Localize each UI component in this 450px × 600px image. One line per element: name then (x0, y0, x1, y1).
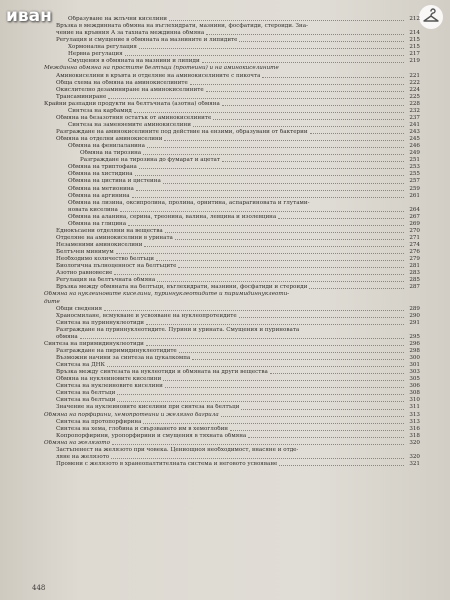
dot-leader (270, 373, 404, 374)
toc-entry (44, 51, 420, 58)
toc-entry-page: 225 (409, 93, 420, 100)
toc-entry (44, 171, 420, 178)
toc-entry-page: 320 (409, 439, 420, 446)
toc-entry-page: 222 (409, 79, 420, 86)
toc-entry (44, 129, 420, 136)
toc-entry-page: 291 (409, 319, 420, 326)
toc-entry-page: 281 (409, 263, 420, 270)
toc-entry-title: дите (44, 298, 60, 305)
toc-entry-title: Разграждане на пиримидинуклеотидите (56, 347, 177, 354)
toc-entry (44, 369, 420, 376)
dot-leader (144, 246, 404, 247)
toc-entry (44, 447, 420, 454)
toc-entry (44, 412, 420, 419)
toc-entry (44, 157, 420, 164)
toc-entry (44, 277, 420, 284)
toc-entry-title: Белтъчен минимум (56, 249, 114, 256)
dot-leader (116, 253, 404, 254)
dot-leader (128, 225, 404, 226)
toc-entry (44, 454, 420, 461)
dot-leader (120, 211, 404, 212)
toc-entry (44, 376, 420, 383)
dot-leader (111, 458, 404, 459)
toc-entry (44, 383, 420, 390)
hanger-logo-icon (418, 4, 444, 30)
dot-leader (107, 366, 404, 367)
toc-entry-title: чение на кръвния А за тахната междинна обмяна (56, 30, 205, 37)
toc-entry-page: 276 (409, 249, 420, 256)
dot-leader (169, 20, 404, 21)
toc-entry (44, 164, 420, 171)
toc-entry-title: Синтеза на нуклеиновите киселини (56, 383, 163, 390)
toc-entry-title: ляне на желязото (56, 453, 110, 460)
dot-leader (112, 444, 404, 445)
toc-entry-title: Синтеза на протопорфирина (56, 418, 142, 425)
toc-entry-page: 219 (409, 58, 420, 65)
toc-entry (44, 341, 420, 348)
dot-leader (222, 105, 404, 106)
dot-leader (193, 126, 404, 127)
toc-entry-title: Синтеза на пиримидинуклеотиди (44, 340, 144, 347)
toc-entry-title: Регулация на белтъчната обмяна (56, 277, 156, 284)
dot-leader (239, 41, 404, 42)
toc-entry-title: Трансаминиране (56, 93, 107, 100)
toc-entry (44, 221, 420, 228)
toc-entry (44, 419, 420, 426)
toc-entry-page: 257 (409, 178, 420, 185)
dot-leader (117, 401, 404, 402)
dot-leader (165, 387, 404, 388)
toc-entry-page: 232 (409, 107, 420, 114)
toc-entry-page: 306 (409, 383, 420, 390)
dot-leader (239, 317, 404, 318)
toc-entry-page: 221 (409, 72, 420, 79)
toc-entry-title: Възможни начини за синтеза на цукалкомпа (56, 355, 191, 361)
toc-entry-title: Синтеза на ДНК (56, 362, 105, 369)
toc-entry-page: 269 (409, 220, 420, 227)
toc-entry-title: Промени с желязото в хранеопалтителната система и неговото усвояване (56, 460, 278, 467)
toc-entry (44, 143, 420, 150)
dot-leader (206, 34, 404, 35)
toc-entry (44, 348, 420, 355)
dot-leader (114, 274, 404, 275)
dot-leader (146, 345, 404, 346)
toc-entry (44, 334, 420, 341)
dot-leader (134, 112, 404, 113)
dot-leader (163, 183, 404, 184)
toc-entry (44, 65, 420, 72)
toc-entry-page: 215 (409, 37, 420, 44)
toc-entry-page: 214 (409, 30, 420, 37)
toc-entry (44, 122, 420, 129)
dot-leader (230, 430, 404, 431)
dot-leader (202, 62, 404, 63)
toc-entry-title: Връзка между обмяната на белтъци, въглехидрати, мазнини, фосфатиди и стероиди (56, 284, 308, 291)
toc-entry-page: 243 (409, 129, 420, 135)
toc-entry-title: Разграждане на аминокиселините под действие на ензими, образувани от бактерии (56, 129, 308, 135)
toc-entry (44, 320, 420, 327)
toc-entry (44, 101, 420, 108)
dot-leader (104, 310, 404, 311)
dot-leader (309, 288, 404, 289)
toc-entry-page: 295 (409, 333, 420, 340)
toc-entry-title: Обмяна на безазотния остатък от аминокиселините (56, 114, 212, 121)
toc-entry-page: 270 (409, 227, 420, 234)
toc-entry-title: Еднокъсаени отделяни на вещества (56, 227, 163, 234)
toc-entry (44, 299, 420, 306)
dot-leader (241, 409, 404, 410)
dot-leader (146, 324, 404, 325)
toc-entry (44, 136, 420, 143)
toc-entry-page: 296 (409, 340, 420, 347)
toc-entry-title: Синтеза на белтъци (56, 397, 116, 404)
toc-entry (44, 397, 420, 404)
toc-entry-title: Биологична пълноценност на белтъците (56, 263, 177, 270)
toc-entry (44, 94, 420, 101)
toc-entry-title: Образуване на жлъчни киселини (68, 16, 167, 22)
toc-entry-page: 311 (409, 404, 420, 411)
toc-entry-title: Обмяна на отделни аминокиселини (56, 136, 163, 143)
toc-entry (44, 242, 420, 249)
dot-leader (157, 281, 404, 282)
toc-entry-page: 279 (409, 256, 420, 263)
toc-entry-title: Синтеза на пуриннуклеотиди (56, 319, 144, 326)
toc-entry (44, 87, 420, 94)
toc-entry-page: 305 (409, 376, 420, 383)
dot-leader (165, 232, 404, 233)
toc-entry-title: Обмяна на триптофана (68, 164, 137, 171)
toc-entry-page: 283 (409, 270, 420, 277)
toc-entry-title: Застъпенест на желязото при човека. Цениощноя необходимост, внасяне и отде- (56, 446, 299, 453)
toc-entry-page: 251 (409, 157, 420, 164)
dot-leader (310, 133, 404, 134)
dot-leader (279, 465, 404, 466)
toc-entry-page: 215 (409, 44, 420, 51)
dot-leader (135, 175, 404, 176)
toc-entry-title: Обмяна на фенилаланина (68, 143, 145, 150)
dot-leader (156, 260, 404, 261)
toc-entry-page: 310 (409, 397, 420, 404)
toc-entry (44, 404, 420, 411)
toc-entry-page: 300 (409, 355, 420, 361)
dot-leader (147, 147, 404, 148)
toc-entry-page: 237 (409, 114, 420, 121)
dot-leader (190, 84, 404, 85)
toc-entry (44, 306, 420, 313)
dot-leader (143, 154, 404, 155)
toc-entry-page: 245 (409, 136, 420, 143)
toc-entry-title: новата киселина (68, 206, 118, 213)
toc-entry (44, 355, 420, 362)
dot-leader (206, 91, 404, 92)
toc-entry (44, 291, 420, 298)
toc-entry-title: Общи сведения (56, 305, 102, 312)
toc-entry-title: Отделяне на аминокиселини в урината (56, 234, 173, 241)
toc-entry-page: 313 (409, 411, 420, 418)
toc-entry-page: 290 (409, 312, 420, 319)
toc-entry (44, 200, 420, 207)
toc-entry-title: Хормонална регулация (68, 44, 137, 51)
toc-entry-title: Обмяна на аргинина (68, 192, 130, 199)
toc-entry-page: 316 (409, 425, 420, 432)
dot-leader (143, 423, 404, 424)
dot-leader (213, 119, 404, 120)
toc-entry (44, 256, 420, 263)
toc-entry-title: Синтеза на хема, глобина и свързването им в хемоглобин (56, 425, 229, 432)
toc-entry-page: 285 (409, 277, 420, 284)
toc-entry-page: 321 (409, 460, 420, 467)
toc-entry-title: Обща схема на обмяна на аминокиселините (56, 79, 188, 86)
toc-entry-title: Необходимо количество белтъци (56, 256, 155, 263)
toc-entry (44, 44, 420, 51)
toc-entry-title: Смущения в обмяната на мазнини и липиди (68, 58, 200, 65)
toc-entry-title: Разграждане на пуриннуклеотидите. Пурини и урината. Смущения и пуриновата (56, 326, 300, 333)
toc-entry (44, 362, 420, 369)
toc-entry-title: Обмяна на глицина (68, 220, 127, 227)
toc-entry (44, 228, 420, 235)
page-number: 448 (32, 584, 46, 592)
toc-entry-page: 228 (409, 100, 420, 107)
table-of-contents (44, 16, 420, 468)
toc-entry-title: Обмяна на порфирини, хемопротеини и желязно багрила (44, 411, 219, 418)
toc-entry-page: 259 (409, 185, 420, 192)
toc-entry-page: 246 (409, 143, 420, 150)
toc-entry-title: Аминокиселини в кръвта и отделяне на аминокиселините с пикочта (56, 72, 261, 79)
toc-entry (44, 73, 420, 80)
toc-entry (44, 150, 420, 157)
toc-entry-title: Разграждане на тирозина до фумарат и ацетат (80, 157, 220, 164)
toc-entry-title: Копропорфирини, уропорфирини и смущения в тяхната обмяна (56, 432, 247, 439)
toc-entry-page: 217 (409, 51, 420, 58)
dot-leader (139, 48, 404, 49)
toc-entry-title: Синтеза на карбамид (68, 107, 132, 114)
dot-leader (248, 437, 404, 438)
toc-entry-page: 308 (409, 390, 420, 397)
toc-entry (44, 313, 420, 320)
toc-entry-title: Обмяна на метионина (68, 185, 134, 192)
toc-entry-title: Обмяна на тирозина (80, 150, 142, 157)
toc-entry-title: обмяна (56, 333, 78, 340)
dot-leader (164, 140, 404, 141)
toc-entry-title: Храносмилане, всмукване и усвояване на нуклеопротеидите (56, 312, 237, 319)
toc-entry (44, 58, 420, 65)
toc-entry (44, 23, 420, 30)
dot-leader (175, 239, 404, 240)
toc-entry (44, 235, 420, 242)
toc-entry (44, 214, 420, 221)
toc-entry-title: Значение на нуклеиновите киселини при синтеза на белтъци (56, 404, 240, 411)
toc-entry-title: Връзка в междинната обмяна на въглехидрати, мазнини, фосфатиди, стероиди. Зна- (56, 23, 308, 30)
toc-entry-page: 271 (409, 234, 420, 241)
toc-entry-page: 298 (409, 347, 420, 354)
toc-entry-title: Окислително дезаминиране на аминокиселините (56, 86, 204, 93)
toc-entry-page: 303 (409, 369, 420, 376)
dot-leader (221, 416, 404, 417)
dot-leader (132, 197, 404, 198)
toc-entry-page: 212 (409, 16, 420, 22)
toc-entry-page: 301 (409, 362, 420, 369)
toc-entry (44, 108, 420, 115)
toc-entry-page: 253 (409, 164, 420, 171)
toc-entry-page: 255 (409, 171, 420, 178)
toc-entry (44, 284, 420, 291)
toc-entry (44, 270, 420, 277)
dot-leader (278, 218, 404, 219)
toc-entry-page: 224 (409, 86, 420, 93)
toc-entry-title: Обмяна на желязото (44, 439, 110, 446)
toc-entry-title: Обмяна на нуклеиновите киселини, пуриннуклеотидите и пиримидиннуклеоти- (44, 291, 290, 298)
toc-entry (44, 80, 420, 87)
dot-leader (178, 267, 404, 268)
toc-entry-title: Обмяна на лизина, оксипролина, пролина, орнитина, аспарагиновата и глутами- (68, 199, 310, 206)
watermark-text: иван (6, 6, 52, 26)
toc-entry (44, 207, 420, 214)
toc-entry (44, 249, 420, 256)
toc-entry (44, 16, 420, 23)
toc-entry (44, 178, 420, 185)
toc-entry-title: Обмяна на нуклеиновите киселини (56, 376, 162, 383)
dot-leader (192, 359, 404, 360)
dot-leader (179, 352, 404, 353)
toc-entry (44, 115, 420, 122)
toc-entry (44, 193, 420, 200)
toc-entry (44, 327, 420, 334)
toc-entry-title: Синтеза на белтъци (56, 390, 116, 397)
toc-entry-title: Незаменими аминокиселини (56, 242, 143, 248)
toc-entry-title: Обмяна на хистидина (68, 171, 133, 178)
dot-leader (80, 338, 404, 339)
toc-entry-page: 320 (409, 453, 420, 460)
toc-entry-page: 289 (409, 305, 420, 312)
toc-entry-title: Азотно равновесие (56, 270, 113, 277)
toc-entry-page: 313 (409, 418, 420, 425)
toc-entry-page: 318 (409, 432, 420, 439)
toc-entry (44, 440, 420, 447)
dot-leader (222, 161, 404, 162)
toc-entry-page: 267 (409, 213, 420, 220)
dot-leader (125, 55, 404, 56)
toc-entry (44, 263, 420, 270)
dot-leader (136, 190, 404, 191)
toc-entry-title: Междинна обмяна на простите белтъци (протеини) и на аминокиселините (44, 65, 279, 72)
toc-entry-title: Обмяна на аланина, серина, треонина, валина, левцина и изолевцина (68, 213, 277, 220)
dot-leader (262, 77, 404, 78)
toc-entry-title: Крайни разпадни продукти на белтъчната (азотна) обмяна (44, 100, 220, 107)
toc-entry (44, 390, 420, 397)
toc-entry (44, 461, 420, 468)
toc-entry-title: Регулация и смущение в обмяната на мазнините и липидите (56, 37, 238, 44)
toc-entry-page: 249 (409, 150, 420, 157)
toc-entry-title: Обмяна на цистина и цистеина (68, 178, 161, 185)
toc-entry-page: 274 (409, 242, 420, 248)
dot-leader (163, 380, 404, 381)
toc-entry (44, 30, 420, 37)
toc-entry-page: 261 (409, 192, 420, 199)
toc-entry (44, 186, 420, 193)
toc-entry-title: Връзка между синтезата на нуклеотиди и обмяната на други вещества (56, 369, 268, 376)
dot-leader (117, 394, 404, 395)
toc-entry (44, 37, 420, 44)
dot-leader (108, 98, 404, 99)
toc-entry (44, 426, 420, 433)
toc-entry-page: 287 (409, 284, 420, 291)
toc-entry-title: Синтеза на заменяемите аминокиселини (68, 121, 191, 128)
toc-entry-page: 241 (409, 121, 420, 128)
toc-entry-title: Нервна регулация (68, 51, 123, 58)
dot-leader (139, 168, 404, 169)
toc-entry-page: 264 (409, 206, 420, 213)
toc-entry (44, 433, 420, 440)
